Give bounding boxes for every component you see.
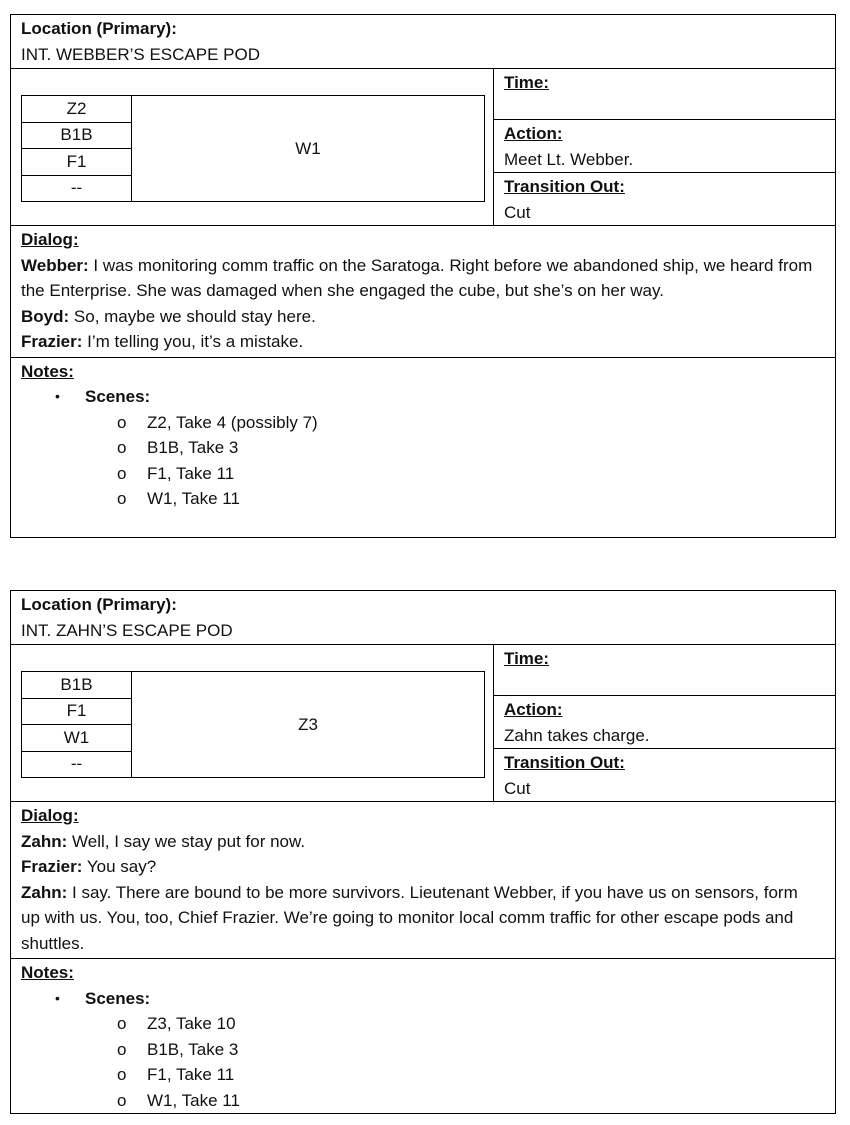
circle-bullet-icon: o xyxy=(117,1090,127,1110)
location-row xyxy=(11,591,835,645)
dialog-line xyxy=(11,854,835,880)
speaker-name: Boyd: xyxy=(21,306,70,326)
dialog-line xyxy=(11,829,835,855)
dialog-text: I say. There are bound to be more survivors. Lieutenant Webber, if you have us on sensors, form up with us. You, too, Chief Frazier. We’re going to monitor local comm traffic for other escape pods and shuttles. xyxy=(21,882,798,953)
time-cell xyxy=(494,645,835,696)
scene-list-item: B1B xyxy=(22,672,131,699)
scenes-bullet xyxy=(11,986,835,1012)
scene-list xyxy=(22,672,132,777)
speaker-name: Frazier: xyxy=(21,857,83,876)
scene-grid-cell xyxy=(11,645,494,801)
scene-list-item: Z2 xyxy=(22,96,131,123)
circle-bullet-icon: o xyxy=(117,438,127,457)
scene-list-item: -- xyxy=(70,178,83,198)
scene-take-text: Z2, Take 4 (possibly 7) xyxy=(147,412,318,432)
scene-take-item xyxy=(11,435,835,461)
scene-grid xyxy=(21,671,485,778)
scene-take-text: F1, Take 11 xyxy=(147,1065,235,1084)
scene-list-item: B1B xyxy=(22,123,131,150)
time-label: Time: xyxy=(504,649,550,668)
scene-take-item xyxy=(11,1011,835,1037)
scene-take-item xyxy=(11,410,835,436)
scenes-bullet xyxy=(11,384,835,410)
scene-list xyxy=(22,96,132,201)
action-label: Action: xyxy=(504,700,563,719)
scene-list-item: -- xyxy=(70,754,83,774)
dialog-line xyxy=(11,304,835,330)
scenes-label: Scenes: xyxy=(85,387,151,406)
speaker-name: Zahn: xyxy=(21,882,68,902)
location-value: INT. ZAHN’S ESCAPE POD xyxy=(21,620,233,640)
transition-cell xyxy=(494,173,835,225)
transition-value: Cut xyxy=(504,202,531,222)
location-label: Location (Primary): xyxy=(21,595,177,614)
action-cell xyxy=(494,696,835,749)
notes-section xyxy=(11,358,835,512)
scene-take-text: F1, Take 11 xyxy=(147,463,235,483)
scene-take-text: B1B, Take 3 xyxy=(147,438,239,457)
dialog-text: I’m telling you, it’s a mistake. xyxy=(82,332,304,351)
scene-list-item: F1 xyxy=(22,149,131,176)
dialog-label: Dialog: xyxy=(21,230,79,249)
action-label: Action: xyxy=(504,124,563,143)
dialog-line xyxy=(11,253,835,304)
speaker-name: Zahn: xyxy=(21,831,68,851)
current-scene: W1 xyxy=(295,138,321,158)
notes-label: Notes: xyxy=(21,361,74,381)
transition-cell xyxy=(494,749,835,801)
dialog-text: Well, I say we stay put for now. xyxy=(67,831,306,851)
transition-label: Transition Out: xyxy=(504,753,625,772)
location-row xyxy=(11,15,835,69)
scene-grid xyxy=(21,95,485,202)
dialog-text: You say? xyxy=(82,857,157,876)
scenes-label: Scenes: xyxy=(85,988,151,1008)
speaker-name: Frazier: xyxy=(21,332,83,351)
bullet-icon: • xyxy=(55,388,60,404)
dialog-text: I was monitoring comm traffic on the Saratoga. Right before we abandoned ship, we heard from the Enterprise. She was damaged when she engaged the cube, but she’s on her way. xyxy=(21,255,813,300)
circle-bullet-icon: o xyxy=(117,1065,127,1084)
circle-bullet-icon: o xyxy=(117,463,127,483)
location-label: Location (Primary): xyxy=(21,19,177,38)
scene-take-item xyxy=(11,486,835,512)
circle-bullet-icon: o xyxy=(117,1014,127,1033)
time-cell xyxy=(494,69,835,120)
circle-bullet-icon: o xyxy=(117,489,127,508)
scene-meta xyxy=(494,645,835,801)
circle-bullet-icon: o xyxy=(117,1039,127,1059)
current-scene: Z3 xyxy=(298,714,318,734)
circle-bullet-icon: o xyxy=(117,412,127,432)
bullet-icon: • xyxy=(55,989,60,1006)
transition-label: Transition Out: xyxy=(504,177,625,196)
scene-info-row xyxy=(11,645,835,802)
scene-take-item xyxy=(11,1088,835,1114)
notes-label: Notes: xyxy=(21,963,74,982)
scene-take-item xyxy=(11,1062,835,1088)
scene-take-item xyxy=(11,461,835,487)
scene-meta xyxy=(494,69,835,225)
action-cell xyxy=(494,120,835,173)
dialog-line xyxy=(11,880,835,957)
action-value: Meet Lt. Webber. xyxy=(504,149,634,169)
action-value: Zahn takes charge. xyxy=(504,725,650,745)
dialog-line xyxy=(11,329,835,355)
dialog-section xyxy=(11,226,835,358)
speaker-name: Webber: xyxy=(21,255,89,275)
scene-card-zahn xyxy=(10,590,836,1114)
scene-info-row xyxy=(11,69,835,226)
transition-value: Cut xyxy=(504,778,531,798)
scene-card-webber xyxy=(10,14,836,538)
scene-take-text: B1B, Take 3 xyxy=(147,1039,239,1059)
scene-take-item xyxy=(11,1037,835,1063)
scene-list-item: F1 xyxy=(22,699,131,726)
scene-take-text: W1, Take 11 xyxy=(147,489,240,508)
notes-section xyxy=(11,959,835,1113)
location-value: INT. WEBBER’S ESCAPE POD xyxy=(21,44,260,64)
dialog-text: So, maybe we should stay here. xyxy=(69,306,316,326)
time-label: Time: xyxy=(504,73,550,92)
scene-grid-cell xyxy=(11,69,494,225)
scene-take-text: W1, Take 11 xyxy=(147,1090,240,1110)
scene-take-text: Z3, Take 10 xyxy=(147,1014,236,1033)
dialog-section xyxy=(11,802,835,959)
scene-list-item: W1 xyxy=(22,725,131,752)
dialog-label: Dialog: xyxy=(21,806,79,825)
